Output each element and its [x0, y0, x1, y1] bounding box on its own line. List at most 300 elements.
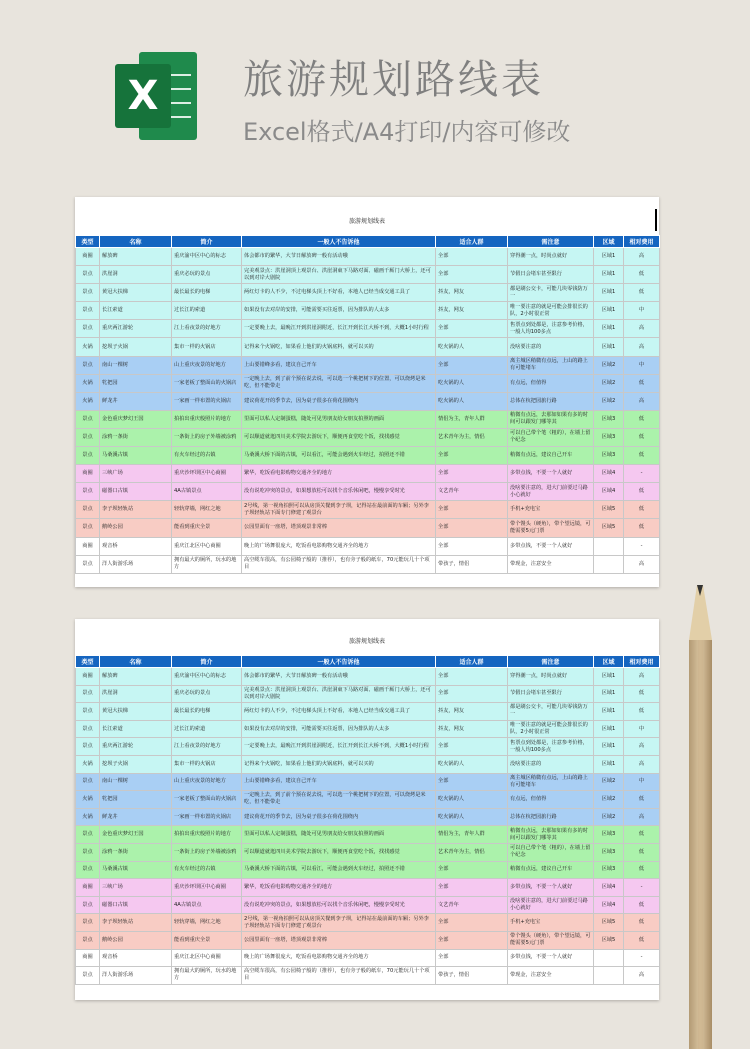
- table-cell: 拍拍出重庆般照片的地方: [172, 410, 242, 428]
- table-cell: 中: [624, 356, 660, 374]
- table-cell: 区域3: [594, 428, 624, 446]
- table-cell: 景点: [76, 447, 100, 465]
- table-cell: 区域1: [594, 703, 624, 721]
- table-cell: 商圈: [76, 949, 100, 967]
- table-cell: 如果没有去对岸的安排，可能需要买往返票，因为排队的人太多: [242, 720, 436, 738]
- table-cell: 区域2: [594, 791, 624, 809]
- table-row: [76, 791, 660, 809]
- table-cell: 全部: [436, 931, 508, 949]
- table-row: [76, 720, 660, 738]
- table-cell: 拥有最大的厕所，玩水的地方: [172, 555, 242, 573]
- table-cell: 艺术青年为主，情侣: [436, 428, 508, 446]
- table-cell: 多带点钱，不要一个人就好: [508, 537, 594, 555]
- table-cell: 景点: [76, 501, 100, 519]
- table-cell: 节假日会堵车甚至限行: [508, 685, 594, 703]
- table-cell: 稍微有点远，去那如如果有多的时间可以跟发门哪等其: [508, 410, 594, 428]
- table-row: [76, 483, 660, 501]
- table-row: [76, 284, 660, 302]
- table-cell: 区域1: [594, 266, 624, 284]
- table-cell: 可以顺道就逛四川美术学院去游玩下，顺便再食堂吃个饭，找找感觉: [242, 428, 436, 446]
- table-cell: 洋人街游乐场: [100, 555, 172, 573]
- table-cell: 没啥要注意的，进大门前要过马路小心就好: [508, 896, 594, 914]
- table-cell: 全部: [436, 266, 508, 284]
- table-cell: 观音桥: [100, 949, 172, 967]
- table-cell: 文艺青年: [436, 896, 508, 914]
- table-cell: 抖友，网友: [436, 720, 508, 738]
- table-cell: 景点: [76, 773, 100, 791]
- table-cell: 低: [624, 703, 660, 721]
- table-cell: 可以顺道就逛四川美术学院去游玩下，顺便再食堂吃个饭，找找感觉: [242, 843, 436, 861]
- table-cell: 长江索道: [100, 302, 172, 320]
- table-cell: 拥有最大的厕所，玩水的地方: [172, 967, 242, 985]
- table-cell: 洪崖洞: [100, 685, 172, 703]
- table-row: [76, 773, 660, 791]
- column-header: 适合人群: [436, 656, 508, 668]
- table-cell: 景点: [76, 284, 100, 302]
- table-cell: 洋人街游乐场: [100, 967, 172, 985]
- sheet-title: 旅游规划线表: [348, 638, 385, 645]
- table-cell: 一条街上的房子外墙被涂鸦: [172, 428, 242, 446]
- table-cell: 有火车经过的古镇: [172, 861, 242, 879]
- table-cell: 区域1: [594, 338, 624, 356]
- table-cell: 轻轨穿墙，网红之地: [172, 914, 242, 932]
- table-cell: 区域3: [594, 843, 624, 861]
- table-cell: 全部: [436, 356, 508, 374]
- table-row: [76, 465, 660, 483]
- table-cell: 有火车经过的古镇: [172, 447, 242, 465]
- table-cell: 景点: [76, 738, 100, 756]
- table-cell: 黄冠大扶梯: [100, 284, 172, 302]
- table-cell: 2号线，第一视角拍照可以从房顶关餐到李子坝，记得站在最前面的车厢；另外李子坝轻轨站下面专门修建了观景台: [242, 914, 436, 932]
- table-cell: 景点: [76, 555, 100, 573]
- table-cell: 南山一棵树: [100, 356, 172, 374]
- table-cell: 高: [624, 320, 660, 338]
- table-cell: 高: [624, 248, 660, 266]
- table-cell: 没啥要注意的: [508, 755, 594, 773]
- table-cell: 景点: [76, 931, 100, 949]
- table-cell: 晚上的广场舞很庞大，吃饭看电影购物交通齐全的地方: [242, 949, 436, 967]
- table-cell: 4A古镇景点: [172, 896, 242, 914]
- table-cell: [594, 967, 624, 985]
- table-cell: 重庆两江游轮: [100, 738, 172, 756]
- column-header: 区域: [594, 656, 624, 668]
- excel-logo-icon: [115, 48, 197, 144]
- table-row: [76, 447, 660, 465]
- table-cell: 没啥要注意的，进大门前要过马路小心就好: [508, 483, 594, 501]
- table-cell: 情侣为主，青年人群: [436, 826, 508, 844]
- table-cell: 繁华，吃饭看电影购物交通齐全的地方: [242, 465, 436, 483]
- table-cell: 一定晚上去，到了前个预在说去说，可以选一个桃把树下的位置，可以烧烤是米吃，但不能带走: [242, 791, 436, 809]
- table-cell: 景点: [76, 861, 100, 879]
- table-cell: 景点: [76, 266, 100, 284]
- table-cell: 带现金，注意安全: [508, 967, 594, 985]
- table-cell: 有点远，但值得: [508, 791, 594, 809]
- table-cell: 火锅: [76, 791, 100, 809]
- table-cell: 4A古镇景点: [172, 483, 242, 501]
- table-cell: 全部: [436, 320, 508, 338]
- table-cell: 唯一要注意的就是可能会排很长的队，2小时很正常: [508, 720, 594, 738]
- table-cell: 挖坝子火锅: [100, 338, 172, 356]
- table-cell: 区域1: [594, 720, 624, 738]
- table-cell: 公园里面有一座塔，塔顶观景非常棒: [242, 931, 436, 949]
- table-cell: 中: [624, 773, 660, 791]
- table-cell: 区域2: [594, 356, 624, 374]
- table-cell: 商圈: [76, 465, 100, 483]
- sheet-title: 旅游规划线表: [348, 218, 385, 225]
- table-cell: 全部: [436, 248, 508, 266]
- table-cell: 磁器口古镇: [100, 483, 172, 501]
- table-cell: 多带点钱，不要一个人就好: [508, 949, 594, 967]
- table-cell: 全部: [436, 914, 508, 932]
- table-row: [76, 428, 660, 446]
- table-cell: 唯一要注意的就是可能会排很长的队，2小时很正常: [508, 302, 594, 320]
- table-row: [76, 967, 660, 985]
- column-header: 区域: [594, 236, 624, 248]
- table-cell: 景点: [76, 519, 100, 537]
- table-cell: 吃火锅的人: [436, 791, 508, 809]
- table-cell: 李子坝轻轨站: [100, 501, 172, 519]
- column-header: 相对费用: [624, 236, 660, 248]
- table-cell: 区域4: [594, 465, 624, 483]
- table-cell: 区域1: [594, 320, 624, 338]
- table-cell: 低: [624, 826, 660, 844]
- table-cell: 重庆必玩的景点: [172, 266, 242, 284]
- table-row: [76, 537, 660, 555]
- column-header: 需注意: [508, 656, 594, 668]
- table-cell: 南山一棵树: [100, 773, 172, 791]
- table-cell: 抖友，网友: [436, 284, 508, 302]
- table-cell: 磁器口古镇: [100, 896, 172, 914]
- table-cell: 重庆江北区中心商圈: [172, 537, 242, 555]
- table-cell: 重庆沙坪坝区中心商圈: [172, 465, 242, 483]
- table-cell: 全部: [436, 861, 508, 879]
- table-cell: 低: [624, 861, 660, 879]
- column-header: 简介: [172, 236, 242, 248]
- table-cell: 区域2: [594, 392, 624, 410]
- table-cell: 完美观景点：洪崖洞顶上观景台、洪崖洞東下马路对面、磁画千厮门大桥上，还可以到对岸大剧院: [242, 266, 436, 284]
- table-cell: 高空缆车很高，有公园椅子般的（推荐），也有旁子般的纸车，70元能玩几十个项目: [242, 555, 436, 573]
- table-cell: 李子坝轻轨站: [100, 914, 172, 932]
- table-row: [76, 861, 660, 879]
- table-row: [76, 949, 660, 967]
- table-row: [76, 338, 660, 356]
- table-cell: 全部: [436, 738, 508, 756]
- table-cell: 情侣为主，青年人群: [436, 410, 508, 428]
- table-cell: 集市一样的火锅店: [172, 755, 242, 773]
- table-cell: 牝把园: [100, 791, 172, 809]
- table-cell: 江上看夜景的好地方: [172, 738, 242, 756]
- table-cell: 景点: [76, 703, 100, 721]
- table-row: [76, 808, 660, 826]
- table-cell: 没啥要注意的: [508, 338, 594, 356]
- table-cell: 牝把园: [100, 374, 172, 392]
- table-cell: 火锅: [76, 755, 100, 773]
- table-cell: 长江索道: [100, 720, 172, 738]
- table-cell: 稍微有点远，去那如如果有多的时间可以跟发门哪等其: [508, 826, 594, 844]
- table-cell: 里面可以私人定制蛋糕，随处可见男朋友给女朋友拍照的画面: [242, 410, 436, 428]
- table-cell: 山上重庆夜景的好地方: [172, 356, 242, 374]
- table-cell: 区域5: [594, 931, 624, 949]
- table-cell: 带孩子，情侣: [436, 555, 508, 573]
- table-cell: 商圈: [76, 537, 100, 555]
- table-cell: 2号线，第一视角拍照可以从房顶关餐到李子坝，记得站在最前面的车厢；另外李子坝轻轨站下面专门修建了观景台: [242, 501, 436, 519]
- table-row: [76, 519, 660, 537]
- table-cell: [594, 537, 624, 555]
- table-cell: 低: [624, 266, 660, 284]
- table-cell: 高: [624, 668, 660, 686]
- table-cell: 如果没有去对岸的安排，可能需要买往返票，因为排队的人太多: [242, 302, 436, 320]
- table-cell: 观音桥: [100, 537, 172, 555]
- table-cell: 过长江的索道: [172, 720, 242, 738]
- table-cell: 轻轨穿墙，网红之地: [172, 501, 242, 519]
- table-cell: 鲜龙井: [100, 808, 172, 826]
- table-cell: 商圈: [76, 248, 100, 266]
- table-cell: 吃火锅的人: [436, 808, 508, 826]
- table-cell: 江上看夜景的好地方: [172, 320, 242, 338]
- table-cell: 解放碑: [100, 668, 172, 686]
- table-cell: 晚上的广场舞很庞大，吃饭看电影购物交通齐全的地方: [242, 537, 436, 555]
- table-cell: 售票点到处都是，注意参考价格，一般人均100多点: [508, 320, 594, 338]
- table-cell: 区域1: [594, 248, 624, 266]
- table-cell: 金色重庆梦幻王国: [100, 410, 172, 428]
- table-cell: 一家画一样布置的火锅店: [172, 392, 242, 410]
- table-cell: 区域4: [594, 896, 624, 914]
- table-cell: 全部: [436, 879, 508, 897]
- table-cell: 售票点到处都是，注意参考价格，一般人均100多点: [508, 738, 594, 756]
- table-cell: 金色重庆梦幻王国: [100, 826, 172, 844]
- table-row: [76, 266, 660, 284]
- table-cell: 区域1: [594, 685, 624, 703]
- table-cell: 低: [624, 519, 660, 537]
- table-cell: 景点: [76, 302, 100, 320]
- table-cell: 低: [624, 410, 660, 428]
- table-cell: 区域2: [594, 808, 624, 826]
- table-cell: 黄冠大扶梯: [100, 703, 172, 721]
- table-cell: 一家画一样布置的火锅店: [172, 808, 242, 826]
- table-cell: 重庆两江游轮: [100, 320, 172, 338]
- table-cell: 稍微有点远，建议自己开车: [508, 447, 594, 465]
- table-cell: 火锅: [76, 808, 100, 826]
- table-cell: 低: [624, 501, 660, 519]
- table-cell: [594, 949, 624, 967]
- table-cell: 能看到重庆全景: [172, 931, 242, 949]
- table-cell: 火锅: [76, 392, 100, 410]
- table-cell: -: [624, 879, 660, 897]
- table-cell: 涂鸦一条街: [100, 843, 172, 861]
- table-cell: 景点: [76, 356, 100, 374]
- table-cell: 低: [624, 483, 660, 501]
- table-cell: 全部: [436, 501, 508, 519]
- table-cell: 鹅岭公园: [100, 931, 172, 949]
- column-header: 名称: [100, 656, 172, 668]
- table-cell: 低: [624, 685, 660, 703]
- table-cell: 景点: [76, 914, 100, 932]
- table-row: [76, 703, 660, 721]
- table-cell: 带孩子，情侣: [436, 967, 508, 985]
- table-cell: 景点: [76, 483, 100, 501]
- table-cell: 火锅: [76, 374, 100, 392]
- table-row: [76, 248, 660, 266]
- table-cell: 景点: [76, 843, 100, 861]
- table-cell: 穿得潮一点，时尚点就好: [508, 668, 594, 686]
- table-header-row: [76, 236, 660, 248]
- table-cell: 全部: [436, 519, 508, 537]
- table-cell: 完美观景点：洪崖洞顶上观景台、洪崖洞東下马路对面、磁画千厮门大桥上，还可以到对岸大剧院: [242, 685, 436, 703]
- table-cell: 记得来个火锅吃，如果看上他们的火锅底料，就可以买的: [242, 755, 436, 773]
- table-cell: 节假日会堵车甚至限行: [508, 266, 594, 284]
- table-cell: 体会都市的繁华，大节日解放碑一般有活动哦: [242, 668, 436, 686]
- table-cell: 总体在杭把园旅行路: [508, 392, 594, 410]
- table-cell: 抖友，网友: [436, 703, 508, 721]
- table-cell: 鹅岭公园: [100, 519, 172, 537]
- table-cell: 区域2: [594, 374, 624, 392]
- table-row: [76, 685, 660, 703]
- table-cell: 区域5: [594, 501, 624, 519]
- table-header-row: [76, 656, 660, 668]
- table-cell: 拍拍出重庆般照片的地方: [172, 826, 242, 844]
- table-row: [76, 374, 660, 392]
- table-cell: 高空缆车很高，有公园椅子般的（推荐），也有旁子般的纸车，70元能玩几十个项目: [242, 967, 436, 985]
- table-cell: 商圈: [76, 668, 100, 686]
- table-cell: 马桑溪古镇: [100, 861, 172, 879]
- column-header: 相对费用: [624, 656, 660, 668]
- table-cell: 稍微有点远，建议自己开车: [508, 861, 594, 879]
- table-cell: 上山要错峰多看，建议自己开车: [242, 773, 436, 791]
- table-cell: 一条街上的房子外墙被涂鸦: [172, 843, 242, 861]
- table-cell: 低: [624, 914, 660, 932]
- table-cell: 高: [624, 338, 660, 356]
- table-cell: 记得来个火锅吃，如果看上他们的火锅底料，就可以买的: [242, 338, 436, 356]
- table-cell: 山上重庆夜景的好地方: [172, 773, 242, 791]
- table-cell: 区域1: [594, 284, 624, 302]
- table-row: [76, 843, 660, 861]
- route-table: [75, 655, 660, 985]
- table-cell: 吃火锅的人: [436, 338, 508, 356]
- table-cell: 建议荷花开的季节去，因为桌子很多在荷花围绕内: [242, 392, 436, 410]
- table-cell: 全部: [436, 447, 508, 465]
- table-cell: 低: [624, 374, 660, 392]
- sheet-preview-1: [75, 197, 659, 587]
- table-row: [76, 914, 660, 932]
- table-cell: -: [624, 537, 660, 555]
- table-cell: 手机+充电宝: [508, 914, 594, 932]
- table-cell: 没有说吃冲突的景点，如果想放松可以找个音乐休闲吧，慢慢享受时光: [242, 896, 436, 914]
- table-cell: 低: [624, 931, 660, 949]
- table-cell: 区域3: [594, 861, 624, 879]
- table-cell: 低: [624, 896, 660, 914]
- sheet-preview-2: [75, 619, 659, 1000]
- table-cell: 低: [624, 843, 660, 861]
- table-cell: 高: [624, 808, 660, 826]
- table-cell: 全部: [436, 773, 508, 791]
- column-header: 简介: [172, 656, 242, 668]
- table-row: [76, 896, 660, 914]
- table-cell: 繁华，吃饭看电影购物交通齐全的地方: [242, 879, 436, 897]
- table-row: [76, 410, 660, 428]
- table-cell: 重庆渝中区中心的标志: [172, 248, 242, 266]
- table-cell: 可以自己带个笔（粗的），在墙上留个纪念: [508, 843, 594, 861]
- table-cell: 过长江的索道: [172, 302, 242, 320]
- table-row: [76, 302, 660, 320]
- table-cell: 全部: [436, 685, 508, 703]
- table-cell: 解放碑: [100, 248, 172, 266]
- table-cell: 体会都市的繁华，大节日解放碑一般有活动哦: [242, 248, 436, 266]
- column-header: 类型: [76, 656, 100, 668]
- column-header: 适合人群: [436, 236, 508, 248]
- table-cell: 多带点钱，不要一个人就好: [508, 465, 594, 483]
- table-cell: 高: [624, 392, 660, 410]
- table-cell: 低: [624, 791, 660, 809]
- table-cell: 重庆渝中区中心的标志: [172, 668, 242, 686]
- table-cell: 最长最长的电梯: [172, 703, 242, 721]
- table-cell: 都是刷公交卡，可能几块零钱防万一: [508, 703, 594, 721]
- table-row: [76, 738, 660, 756]
- column-header: 一般人不告诉他: [242, 656, 436, 668]
- table-cell: 集市一样的火锅店: [172, 338, 242, 356]
- table-cell: 一定要晚上去，最晚江开到洪崖洞附近，长江开到长江大桥不到，大概1小时行程: [242, 738, 436, 756]
- table-cell: 中: [624, 302, 660, 320]
- table-cell: 商圈: [76, 879, 100, 897]
- table-cell: -: [624, 465, 660, 483]
- table-row: [76, 826, 660, 844]
- table-cell: 没有说吃冲突的景点，如果想放松可以找个音乐休闲吧，慢慢享受时光: [242, 483, 436, 501]
- table-cell: 区域5: [594, 519, 624, 537]
- table-cell: 有点远，但值得: [508, 374, 594, 392]
- table-cell: 区域1: [594, 302, 624, 320]
- table-cell: 两红灯卡的人不少，不过电梯头顶上不好看，本地人已经当成交通工具了: [242, 703, 436, 721]
- table-cell: 挖坝子火锅: [100, 755, 172, 773]
- page-subtitle: Excel格式/A4打印/内容可修改: [243, 118, 571, 146]
- table-cell: 重庆沙坪坝区中心商圈: [172, 879, 242, 897]
- table-cell: 吃火锅的人: [436, 755, 508, 773]
- table-cell: 里面可以私人定制蛋糕，随处可见男朋友给女朋友拍照的画面: [242, 826, 436, 844]
- table-cell: 全部: [436, 537, 508, 555]
- table-cell: 马桑溪古镇: [100, 447, 172, 465]
- table-cell: 三峡广场: [100, 879, 172, 897]
- table-cell: 马桑溪大桥下面的古镇，可以看江，可能会遇到火车经过，拍照还不错: [242, 861, 436, 879]
- table-cell: 三峡广场: [100, 465, 172, 483]
- table-cell: 鲜龙井: [100, 392, 172, 410]
- table-cell: 区域3: [594, 410, 624, 428]
- table-cell: 高: [624, 738, 660, 756]
- table-cell: 带个馒头（硬角），带个望远镜，可能需要5元门票: [508, 519, 594, 537]
- column-header: 类型: [76, 236, 100, 248]
- table-cell: 高: [624, 755, 660, 773]
- column-header: 一般人不告诉他: [242, 236, 436, 248]
- table-cell: 区域4: [594, 483, 624, 501]
- table-cell: 火锅: [76, 338, 100, 356]
- table-cell: 总体在杭把园旅行路: [508, 808, 594, 826]
- table-cell: 全部: [436, 465, 508, 483]
- table-cell: 重庆必玩的景点: [172, 685, 242, 703]
- table-cell: 区域1: [594, 738, 624, 756]
- table-cell: 吃火锅的人: [436, 392, 508, 410]
- table-cell: 区域3: [594, 447, 624, 465]
- table-cell: 一家老板了整面山的火锅店: [172, 791, 242, 809]
- table-cell: 多带点钱，不要一个人就好: [508, 879, 594, 897]
- table-cell: 穿得潮一点，时尚点就好: [508, 248, 594, 266]
- table-cell: 离主城区稍微有点远，上山的路上有可能堵车: [508, 356, 594, 374]
- table-cell: 景点: [76, 428, 100, 446]
- table-cell: 景点: [76, 320, 100, 338]
- table-cell: 抖友，网友: [436, 302, 508, 320]
- table-cell: 能看到重庆全景: [172, 519, 242, 537]
- logo-letter: X: [115, 64, 171, 128]
- table-cell: 中: [624, 720, 660, 738]
- table-cell: 建议荷花开的季节去，因为桌子很多在荷花围绕内: [242, 808, 436, 826]
- table-cell: 景点: [76, 896, 100, 914]
- table-cell: 一定晚上去，到了前个预在说去说，可以选一个桃把树下的位置，可以烧烤是米吃，但不能带走: [242, 374, 436, 392]
